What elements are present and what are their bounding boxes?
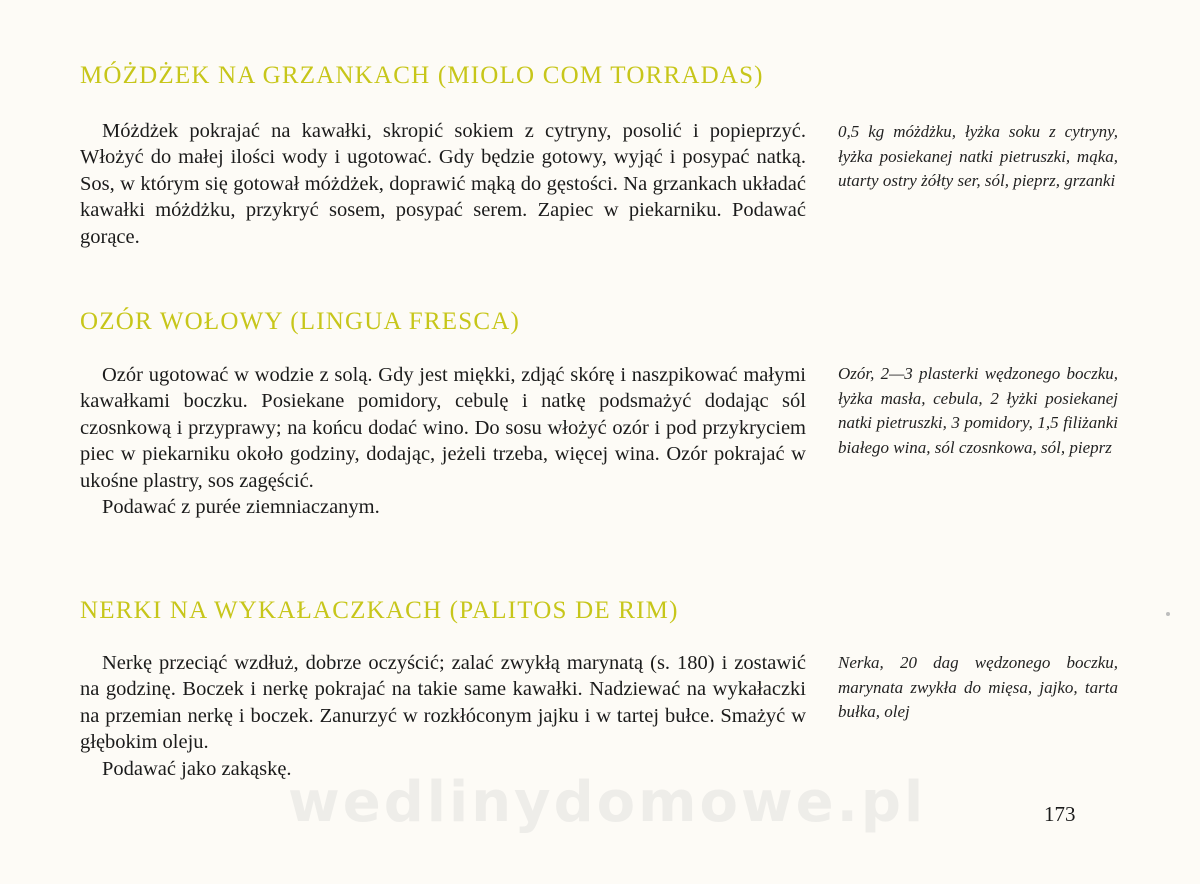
instruction-paragraph: Ozór ugotować w wodzie z solą. Gdy jest miękki, zdjąć skórę i naszpikować małymi kawałkami boczku. Posiekane pomidory, cebulę i natkę podsmażyć dodając sól czosnkową i przyprawy; na końcu dodać wino. Do sosu włożyć ozór i pod przykryciem piec w piekarniku około godziny, dodając, jeżeli trzeba, więcej wina. Ozór pokrajać w ukośne plastry, sos zagęścić.: [80, 364, 806, 492]
paper-speck: [1166, 612, 1170, 616]
recipe-title: OZÓR WOŁOWY (LINGUA FRESCA): [80, 308, 521, 335]
recipe-instructions: [80, 362, 806, 520]
recipe-instructions: [80, 118, 806, 250]
page-number: 173: [1044, 802, 1076, 826]
watermark: wedlinydomowe.pl: [288, 770, 927, 835]
recipe-title: MÓŻDŻEK NA GRZANKACH (MIOLO COM TORRADAS): [80, 62, 764, 89]
instruction-paragraph: Nerkę przeciąć wzdłuż, dobrze oczyścić; zalać zwykłą marynatą (s. 180) i zostawić na godzinę. Boczek i nerkę pokrajać na takie same kawałki. Nadziewać na wykałaczki na przemian nerkę i boczek. Zanurzyć w rozkłóconym jajku i w tartej bułce. Smażyć w głębokim oleju.: [80, 652, 806, 754]
instruction-paragraph: Podawać z purée ziemniaczanym.: [102, 496, 380, 519]
instruction-paragraph: Móżdżek pokrajać na kawałki, skropić sokiem z cytryny, posolić i popieprzyć. Włożyć do małej ilości wody i ugotować. Gdy będzie gotowy, wyjąć i posypać natką. Sos, w którym się gotował móżdżek, doprawić mąką do gęstości. Na grzankach układać kawałki móżdżku, przykryć sosem, posypać serem. Zapiec w piekarniku. Podawać gorące.: [80, 120, 806, 248]
recipe-instructions: [80, 650, 806, 782]
recipe-ingredients: Ozór, 2—3 plasterki wędzonego boczku, łyżka masła, cebula, 2 łyżki posiekanej natki pietruszki, 3 pomidory, 1,5 filiżanki białego wina, sól czosnkowa, sól, pieprz: [838, 364, 1118, 457]
recipe-ingredients: Nerka, 20 dag wędzonego boczku, marynata zwykła do mięsa, jajko, tarta bułka, olej: [838, 653, 1118, 721]
instruction-paragraph: Podawać jako zakąskę.: [102, 757, 292, 780]
recipe-title: NERKI NA WYKAŁACZKACH (PALITOS DE RIM): [80, 597, 679, 624]
recipe-ingredients: 0,5 kg móżdżku, łyżka soku z cytryny, łyżka posiekanej natki pietruszki, mąka, utarty ostry żółty ser, sól, pieprz, grzanki: [838, 122, 1118, 190]
